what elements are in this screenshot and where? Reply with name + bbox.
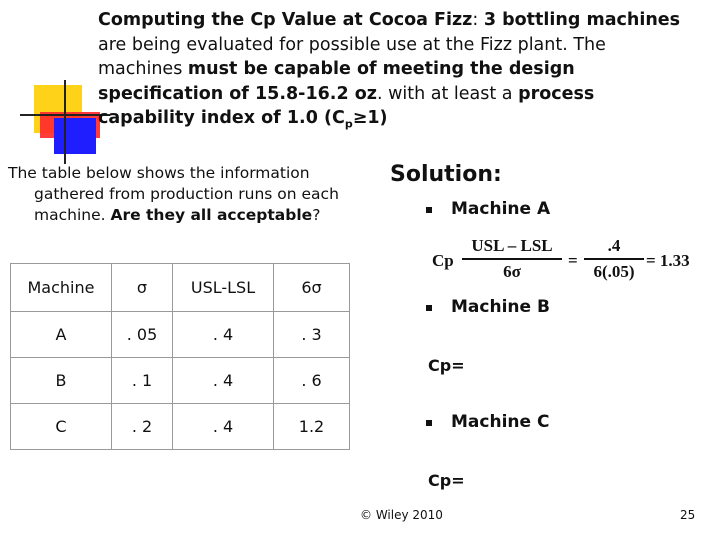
header-six-sigma: 6σ (274, 264, 350, 312)
intro-line3-end: ? (312, 206, 321, 224)
cell-sigma: . 05 (112, 312, 173, 358)
bullet-icon (426, 305, 432, 311)
formula-numerator-general: USL – LSL (471, 236, 553, 255)
title-line4-bold2: process (518, 83, 595, 104)
formula-fraction-values (584, 236, 644, 282)
decorative-blue-square (54, 118, 96, 154)
bullet-icon (426, 207, 432, 213)
formula-equals: = (568, 251, 578, 270)
table-header-row (11, 264, 350, 312)
bullet-icon (426, 420, 432, 426)
cell-sigma: . 2 (112, 404, 173, 450)
cp-b-label: Cp= (428, 356, 465, 375)
formula-denominator-values: 6(.05) (593, 261, 635, 281)
decorative-vertical-line (64, 80, 66, 164)
title-line4-mid: . with at least a (376, 83, 519, 104)
page-number: 25 (680, 508, 696, 522)
title-line5-tail: ≥1) (352, 108, 388, 129)
title-line2: are being evaluated for possible use at the Fizz plant. The (98, 34, 606, 55)
cell-usl-lsl: . 4 (173, 312, 274, 358)
intro-text (8, 163, 358, 226)
title-line5-bold: capability index of 1.0 (C (98, 108, 345, 129)
formula-numerator-values: .4 (607, 236, 621, 255)
cell-machine: A (11, 312, 112, 358)
solution-heading: Solution: (390, 162, 502, 187)
intro-line3-bold: Are they all acceptable (110, 206, 313, 224)
cp-c-label: Cp= (428, 471, 465, 490)
formula-result: = 1.33 (646, 251, 690, 270)
header-machine: Machine (11, 264, 112, 312)
cell-six-sigma: . 6 (274, 358, 350, 404)
machine-c-label: Machine C (451, 412, 550, 432)
title-line5-sub: p (344, 117, 353, 131)
machine-table (10, 263, 350, 450)
cp-formula (430, 234, 700, 288)
title-line1-bold: Computing the Cp Value at Cocoa Fizz (98, 10, 473, 30)
table-row (11, 312, 350, 358)
title-line3-pre: machines (98, 59, 188, 80)
formula-lhs: Cp (432, 251, 454, 270)
copyright-footer: © Wiley 2010 (360, 508, 443, 522)
cell-six-sigma: 1.2 (274, 404, 350, 450)
title-line1-sep: : (472, 10, 484, 30)
cell-machine: B (11, 358, 112, 404)
intro-line1: The table below shows the information (8, 164, 310, 182)
cell-usl-lsl: . 4 (173, 358, 274, 404)
header-sigma: σ (112, 264, 173, 312)
cell-machine: C (11, 404, 112, 450)
slide-title (98, 8, 708, 137)
cell-usl-lsl: . 4 (173, 404, 274, 450)
decorative-horizontal-line (20, 114, 110, 116)
title-line1-tail: 3 bottling machines (483, 10, 681, 30)
cell-six-sigma: . 3 (274, 312, 350, 358)
title-line3-bold: must be capable of meeting the design (187, 59, 575, 80)
formula-fraction-general (462, 236, 562, 282)
cell-sigma: . 1 (112, 358, 173, 404)
intro-line2: gathered from production runs on each (34, 185, 339, 203)
machine-a-label: Machine A (451, 199, 551, 219)
table-row (11, 358, 350, 404)
formula-denominator-general: 6σ (503, 261, 521, 281)
intro-line3-pre: machine. (34, 206, 111, 224)
header-usl-lsl: USL-LSL (173, 264, 274, 312)
title-line4-bold1: specification of 15.8-16.2 oz (98, 83, 377, 104)
machine-b-label: Machine B (451, 297, 550, 317)
table-row (11, 404, 350, 450)
